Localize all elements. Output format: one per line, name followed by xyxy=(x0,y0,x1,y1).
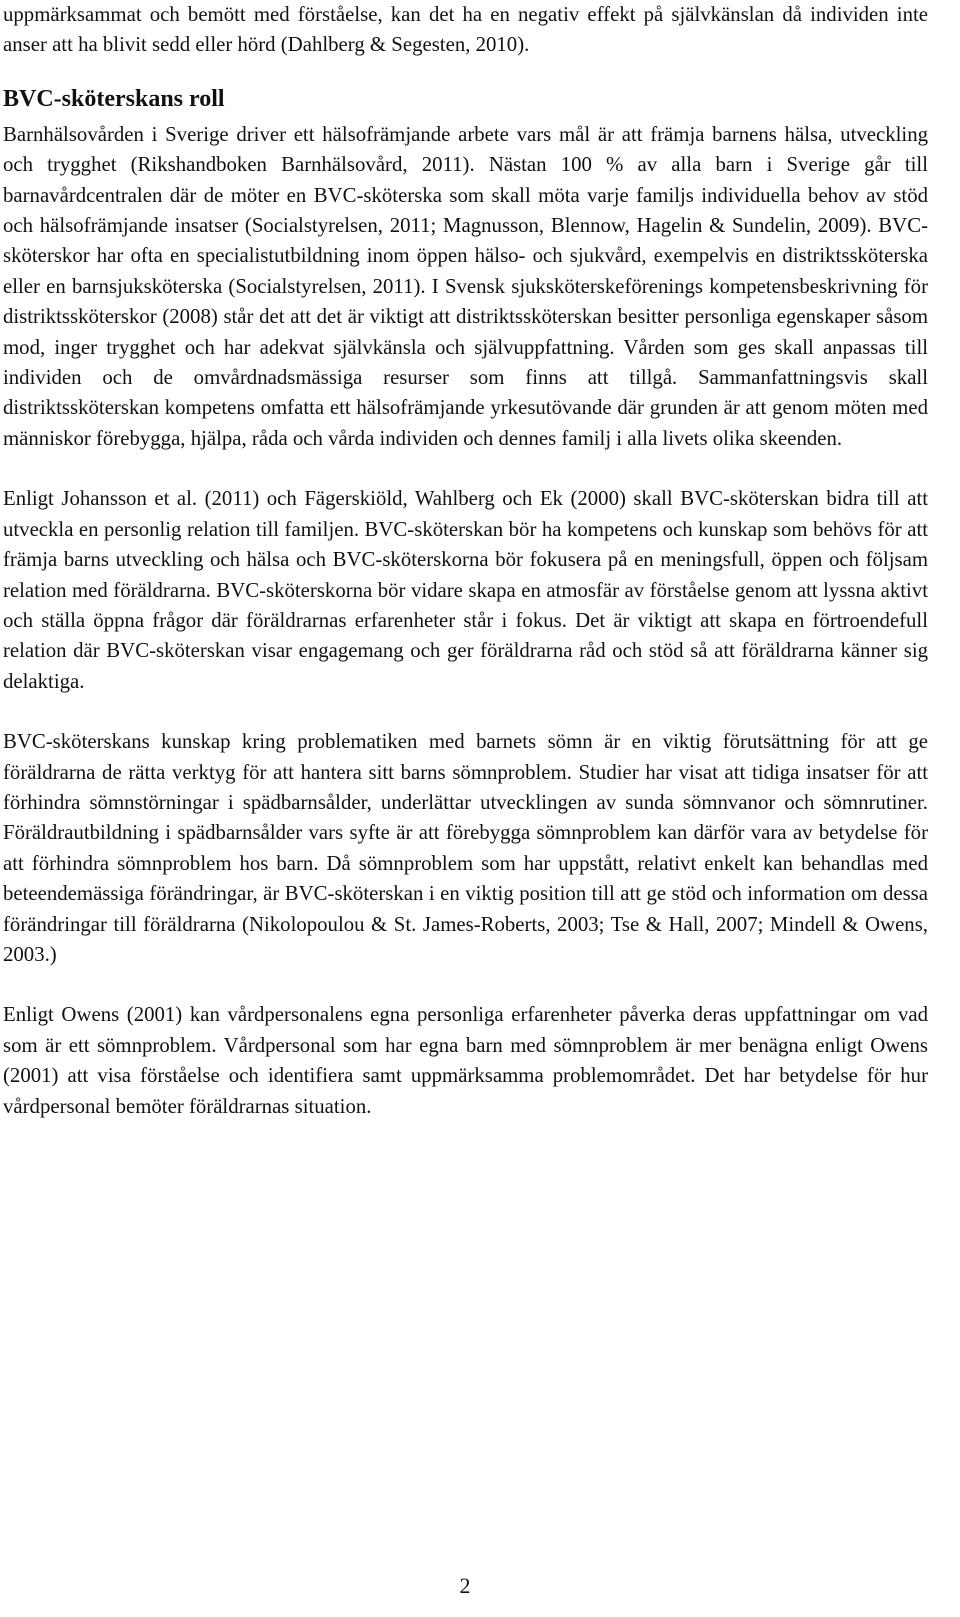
body-paragraph-2: Enligt Johansson et al. (2011) och Fägerskiöld, Wahlberg och Ek (2000) skall BVC-sköterskan bidra till att utveckla en personlig relation till familjen. BVC-sköterskan bör ha kompetens och kunskap som behövs för att främja barns utveckling och hälsa och BVC-sköterskorna bör fokusera på en meningsfull, öppen och följsam relation med föräldrarna. BVC-sköterskorna bör vidare skapa en atmosfär av förståelse genom att lyssna aktivt och ställa öppna frågor där föräldrarnas erfarenheter står i fokus. Det är viktigt att skapa en förtroendefull relation där BVC-sköterskan visar engagemang och ger föräldrarna råd och stöd så att föräldrarna känner sig delaktiga. xyxy=(3,487,928,693)
section-heading: BVC-sköterskans roll xyxy=(3,85,225,112)
page-number: 2 xyxy=(459,1573,471,1598)
body-paragraph-4: Enligt Owens (2001) kan vårdpersonalens egna personliga erfarenheter påverka deras uppfattningar om vad som är ett sömnproblem. Vårdpersonal som har egna barn med sömnproblem är mer benägna enligt Owens (2001) att visa förståelse och identifiera samt uppmärksamma problemområdet. Det har betydelse för hur vårdpersonal bemöter föräldrarnas situation. xyxy=(3,1003,928,1118)
body-paragraph-1: Barnhälsovården i Sverige driver ett hälsofrämjande arbete vars mål är att främja barnens hälsa, utveckling och trygghet (Rikshandboken Barnhälsovård, 2011). Nästan 100 % av alla barn i Sverige går till barnavårdcentralen där de möter en BVC-sköterska som skall möta varje familjs individuella behov av stöd och hälsofrämjande insatser (Socialstyrelsen, 2011; Magnusson, Blennow, Hagelin & Sundelin, 2009). BVC-sköterskor har ofta en specialistutbildning inom öppen hälso- och sjukvård, exempelvis en distriktssköterska eller en barnsjuksköterska (Socialstyrelsen, 2011). I Svensk sjuksköterskeförenings kompetensbeskrivning för distriktssköterskor (2008) står det att det är viktigt att distriktssköterskan besitter personliga egenskaper såsom mod, inger trygghet och har adekvat självkänsla och självuppfattning. Vården som ges skall anpassas till individen och de omvårdnadsmässiga resurser som finns att tillgå. Sammanfattningsvis skall distriktssköterskan kompetens omfatta ett hälsofrämjande yrkesutövande där grunden är att genom möten med människor förebygga, hjälpa, råda och vårda individen och dennes familj i alla livets olika skeenden. xyxy=(3,122,928,450)
body-paragraph-3: BVC-sköterskans kunskap kring problematiken med barnets sömn är en viktig förutsättning för att ge föräldrarna de rätta verktyg för att hantera sitt barns sömnproblem. Studier har visat att tidiga insatser för att förhindra sömnstörningar i spädbarnsålder, underlättar utvecklingen av sunda sömnvanor och sömnrutiner. Föräldrautbildning i spädbarnsålder vars syfte är att förebygga sömnproblem kan därför vara av betydelse för att förhindra sömnproblem hos barn. Då sömnproblem som har uppstått, relativt enkelt kan behandlas med beteendemässiga förändringar, är BVC-sköterskan i en viktig position till att ge stöd och information om dessa förändringar till föräldrarna (Nikolopoulou & St. James-Roberts, 2003; Tse & Hall, 2007; Mindell & Owens, 2003.) xyxy=(3,730,928,966)
intro-paragraph: uppmärksammat och bemött med förståelse, kan det ha en negativ effekt på självkänslan då individen inte anser att ha blivit sedd eller hörd (Dahlberg & Segesten, 2010). xyxy=(3,3,928,57)
